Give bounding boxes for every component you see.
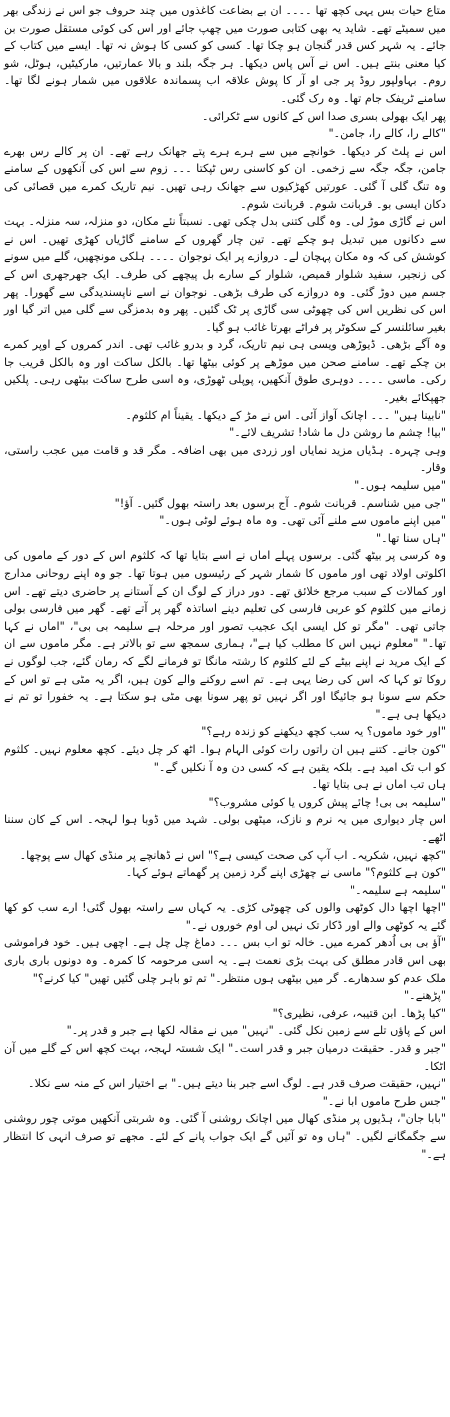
paragraph: "بیا! چشم ما روشن دل ما شاد! تشریف لائے۔" bbox=[229, 426, 446, 440]
paragraph: "آؤ بی بی اُدھر کمرے میں۔ خالہ تو اب بس ۔۔۔ دماغ چل چل ہے۔ اچھی ہیں۔ خود فراموشی بھی اس قادر مطلق کی بہت بڑی نعمت ہے۔ یہ اسی مرحومہ کا کمرہ۔ وہ دونوں باری باری ملک عدم کو سدھارے۔ گر میں بیٹھی ہوں منتظر۔" تم تو باہر چلی گئیں تھیں" کیا کرنے؟" bbox=[4, 936, 446, 985]
paragraph: "ہاں سنا تھا۔" bbox=[376, 531, 446, 545]
paragraph: وہ آگے بڑھی۔ ڈیوڑھی ویسی ہی نیم تاریک، گرد و بدرو غائب تھی۔ اندر کمروں کے اوپر کمرے بن چکے تھے۔ سامنے صحن میں موڑھے پر کوئی بیٹھا تھا۔ بالکل ساکت اور وہ بالکل قریب جا رکی۔ ماسی ۔۔۔۔ دوہری طوق آنکھیں، پوپلی ٹھوڑی، وہ اسی طرح ساکت بیٹھی رہی۔ پلکیں جھپکائے بغیر۔ bbox=[4, 338, 446, 405]
paragraph: "اچھا اچھا دال کوٹھی والوں کی چھوٹی کڑی۔ یہ کہاں سے راستہ بھول گئی! ارے سب کو کھا گئے یہ کوٹھی والے اور ڈکار تک نہیں لی اوم خوروں نے۔" bbox=[4, 901, 446, 932]
paragraph: "اور خود ماموں؟ یہ سب کچھ دیکھنے کو زندہ رہے؟" bbox=[201, 725, 446, 739]
paragraph: وہی چہرہ۔ ہڈیاں مزید نمایاں اور زردی میں بھی اضافہ۔ مگر قد و قامت میں عجب راستی، وقار۔ bbox=[4, 443, 446, 475]
paragraph: اس چار دیواری میں یہ نرم و نازک، میٹھی بولی۔ شہد میں ڈوبا ہوا لہجہ۔ اس کے کان سننا اٹھے۔ bbox=[4, 813, 446, 844]
paragraph: "کچھ نہیں، شکریہ۔ اب آپ کی صحت کیسی ہے؟" اس نے ڈھانچے پر منڈی کھال سے پوچھا۔ bbox=[19, 848, 446, 862]
paragraph: "نابینا ہیں" ۔۔۔ اچانک آواز آئی۔ اس نے مڑ کے دیکھا۔ یقیناً ام کلثوم۔ bbox=[125, 408, 446, 422]
paragraph: اس نے پلٹ کر دیکھا۔ خوانچے میں سے ہرے ہرے پتے جھانک رہے تھے۔ ان پر کالے رس بھرے جامن، جگہ جگہ سے زخمی۔ ان کو کاسنی رس ٹپکتا ۔۔۔ زوم سے اس کی آنکھوں کے سامنے وہ تنگ گلی آ گئی۔ عورتیں کھڑکیوں سے جھانک رہی تھیں۔ نیم تاریک کمرے میں قصائی کی دکان ایسی بو۔ قربانت شوم۔ قربانت شوم۔ bbox=[4, 144, 446, 211]
paragraph: "پڑھنے۔" bbox=[404, 989, 446, 1003]
paragraph: "جس طرح ماموں ابا نے۔" bbox=[322, 1094, 446, 1108]
paragraph: "میں سلیمہ ہوں۔" bbox=[354, 479, 446, 493]
paragraph: "بابا جان"، ہڈیوں پر منڈی کھال میں اچانک روشنی آ گئی۔ وہ شربتی آنکھیں موتی چور روشنی سے جگمگانے لگیں۔ "ہاں وہ تو آئیں گے ایک جواب پانے کے لئے۔ مجھے تو صرف انہی کا انتظار ہے۔" bbox=[4, 1112, 446, 1161]
paragraph: "میں اپنے ماموں سے ملنے آئی تھی۔ وہ ماہ ہوئے لوٹی ہوں۔" bbox=[159, 514, 446, 528]
paragraph: وہ کرسی پر بیٹھ گئی۔ برسوں پہلے اماں نے اسے بتایا تھا کہ کلثوم اس کے دور کے ماموں کی اکلوتی اولاد تھی اور ماموں کا شمار شہر کے رئیسوں میں ہوتا تھا۔ جو وہ اپنے روحانی مدارج اور کمالات کے سبب مرجع خلائق تھے۔ دور دراز کے لوگ ان کے آستانے پر حاضری دیتے تھے۔ اس زمانے میں کلثوم کو عربی فارسی کی تعلیم دینے اساتذہ گھر پر آتے تھے۔ گھر میں فارسی بولی جاتی تھی۔ "مگر تو کل ایسی ایک عجیب تصور اور مرحلہ ہے سلیمہ بی بی"، "اماں نے کہا تھا۔" "معلوم نہیں اس کا مطلب کیا ہے"، ہماری سمجھ سے تو بالاتر ہے۔ مگر ماموں سے ان کے ایک مرید نے اپنے بیٹے کے لئے کلثوم کا رشتہ مانگا تو فرمانے لگے کہ رمان گئے، جب لوگوں نے روکا تو کہا کہ اس کی رضا یہی ہے۔ تم اسے روکنے والے کون ہیں، اگر یہ مٹی ہے تو اس کے حکم سے سونا ہو جائیگا اور اگر نہیں تو پھر سونا بھی مٹی ہو سکتا ہے۔ یہ خفورا تو تم نے دیکھا ہی ہے۔" bbox=[4, 549, 446, 721]
paragraph: "جبر و قدر۔ حقیقت درمیان جبر و قدر است۔" ایک شستہ لہجہ، بہت کچھ اس کے گلے میں آن اٹکا۔ bbox=[4, 1042, 446, 1073]
paragraph: "کالے را، کالے را، جامن۔" bbox=[328, 127, 446, 141]
paragraph: "سلیمہ ہے سلیمہ۔" bbox=[349, 883, 446, 897]
paragraph: پھر ایک بھولی بسری صدا اس کے کانوں سے ٹکرائی۔ bbox=[202, 109, 446, 123]
paragraph: ہاں تب اماں نے ہی بتایا تھا۔ bbox=[311, 778, 446, 792]
paragraph: "نہیں، حقیقت صرف قدر ہے۔ لوگ اسے جبر بنا دیتے ہیں۔" بے اختیار اس کے منہ سے نکلا۔ bbox=[28, 1077, 446, 1091]
paragraph: متاع حیات بس یہی کچھ تھا ۔۔۔۔ ان بے بضاعت کاغذوں میں چند حروف جو اس نے زندگی بھر میں سمیٹے تھے۔ شاید یہ بھی کتابی صورت میں چھپ جائے اور اس کی کوئی مستقل صورت بن جائے۔ یہ شہر کس قدر گنجان ہو چکا تھا۔ کسی کو کسی کا ہوش نہ تھا۔ ایسے میں کتاب کے کیا معنی بنتے ہیں۔ اس نے آس پاس دیکھا۔ ہر جگہ بلند و بالا عمارتیں، مارکیٹیں، ہوٹل، شو روم۔ بہاولپور روڈ پر جی او آر کا پوش علاقہ اب پسماندہ علاقوں میں شمار ہونے لگا تھا۔ سامنے ٹریفک جام تھا۔ وہ رک گئی۔ bbox=[4, 4, 446, 105]
paragraph: اس نے گاڑی موڑ لی۔ وہ گلی کتنی بدل چکی تھی۔ نسبتاً نئے مکان، دو منزلہ، سہ منزلہ۔ بہت سے دکانوں میں تبدیل ہو چکے تھے۔ تین چار گھروں کے سامنے گاڑیاں کھڑی تھیں۔ اس نے کوشش کی کہ وہ مکان پہچان لے۔ دروازے پر ایک نوجوان ۔۔۔۔ ہلکی مونچھیں، گلے میں سونے کی زنجیر، سفید شلوار قمیص، شلوار کے سارے بل پیچھے کی طرف۔ ایک جھرجھری اس کے جسم میں دوڑ گئی۔ وہ دروازے کی طرف بڑھی۔ نوجوان نے اسے ناپسندیدگی سے گھورا۔ پھر اس کی نظریں اس کی چھوٹی سی گاڑی پر ٹک گئیں۔ پھر وہ بدمزگی سے گلی میں اتر گیا اور بغیر سائلنسر کے سکوٹر پر فراٹے بھرتا غائب ہو گیا۔ bbox=[4, 215, 446, 334]
paragraph: "کیا پڑھا۔ ابن قتیبہ، عرفی، نظیری؟" bbox=[272, 1006, 446, 1020]
paragraph: "سلیمہ بی بی! چائے پیش کروں یا کوئی مشروب؟" bbox=[208, 795, 446, 809]
paragraph: "جی میں شناسم۔ قربانت شوم۔ آج برسوں بعد راستہ بھول گئیں۔ آؤ!" bbox=[114, 496, 446, 510]
paragraph: "کون جانے۔ کتنے ہیں ان راتوں رات کوئی الہام ہوا۔ اٹھ کر چل دیئے۔ کچھ معلوم نہیں۔ کلثوم کو اب تک امید ہے۔ بلکہ یقین ہے کہ کسی دن وہ آ نکلیں گے۔" bbox=[4, 742, 446, 774]
paragraph: اس کے پاؤں تلے سے زمین نکل گئی۔ "نہیں" میں نے مقالہ لکھا ہے جبر و قدر پر۔" bbox=[66, 1024, 446, 1038]
paragraph: "کون ہے کلثوم؟" ماسی نے چھڑی اپنے گرد زمین پر گھماتے ہوئے کہا۔ bbox=[125, 866, 446, 880]
